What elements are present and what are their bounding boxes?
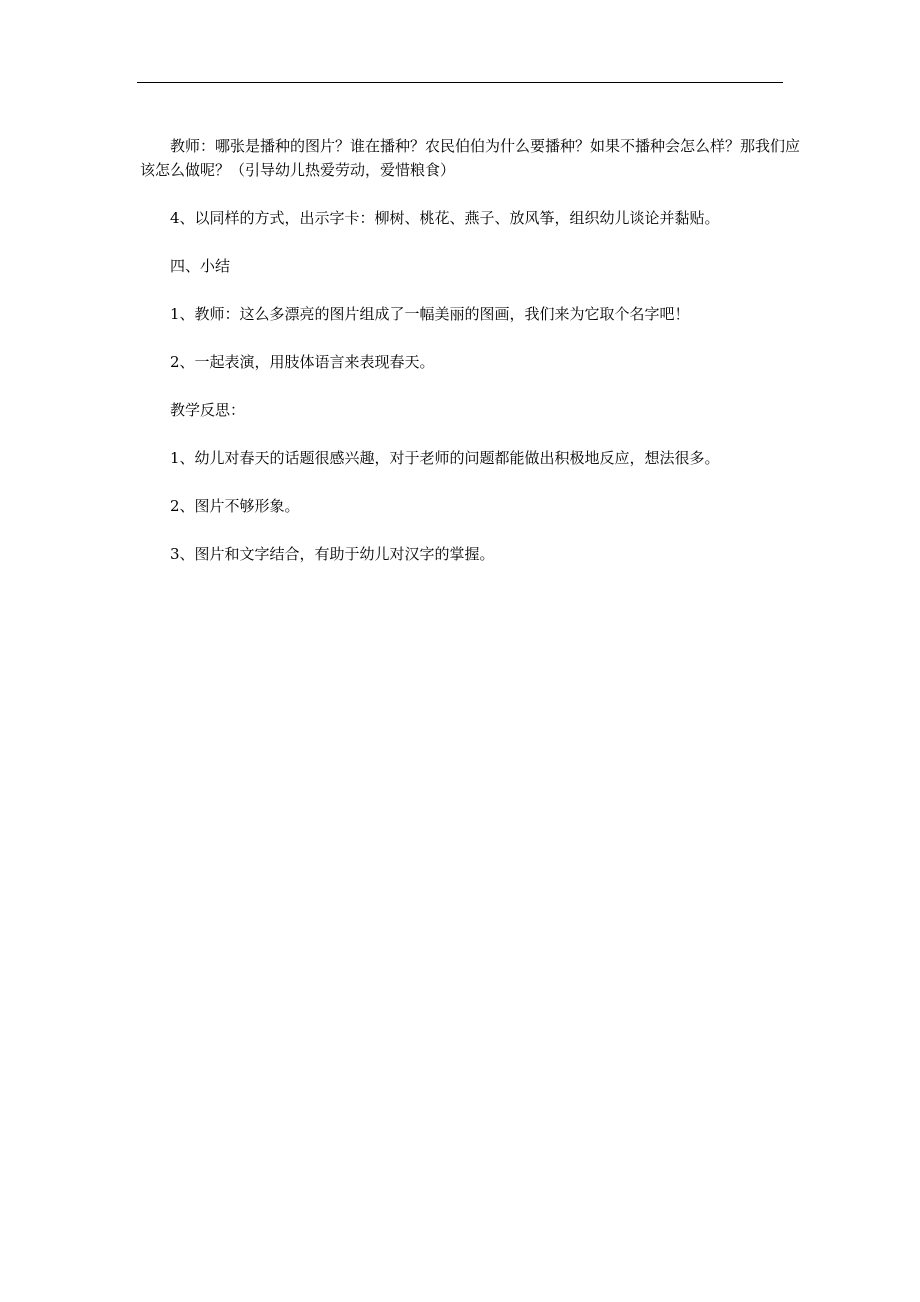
- document-body: [140, 134, 800, 590]
- paragraph-reflection-2: 2、图片不够形象。: [170, 497, 300, 515]
- paragraph-step-4: 4、以同样的方式，出示字卡：柳树、桃花、燕子、放风筝，组织幼儿谈论并黏贴。: [170, 209, 720, 227]
- header-rule: [137, 82, 783, 83]
- paragraph-summary-2: 2、一起表演，用肢体语言来表现春天。: [170, 353, 435, 371]
- paragraph-teacher-questions: 教师：哪张是播种的图片？谁在播种？农民伯伯为什么要播种？如果不播种会怎么样？那我们应该怎么做呢？（引导幼儿热爱劳动，爱惜粮食）: [140, 137, 801, 179]
- paragraph-summary-1: 1、教师：这么多漂亮的图片组成了一幅美丽的图画，我们来为它取个名字吧！: [170, 305, 690, 323]
- section-heading-summary: 四、小结: [170, 257, 231, 275]
- paragraph-reflection-3: 3、图片和文字结合，有助于幼儿对汉字的掌握。: [170, 545, 495, 563]
- section-heading-reflection: 教学反思：: [170, 401, 246, 419]
- paragraph-reflection-1: 1、幼儿对春天的话题很感兴趣，对于老师的问题都能做出积极地反应，想法很多。: [170, 449, 720, 467]
